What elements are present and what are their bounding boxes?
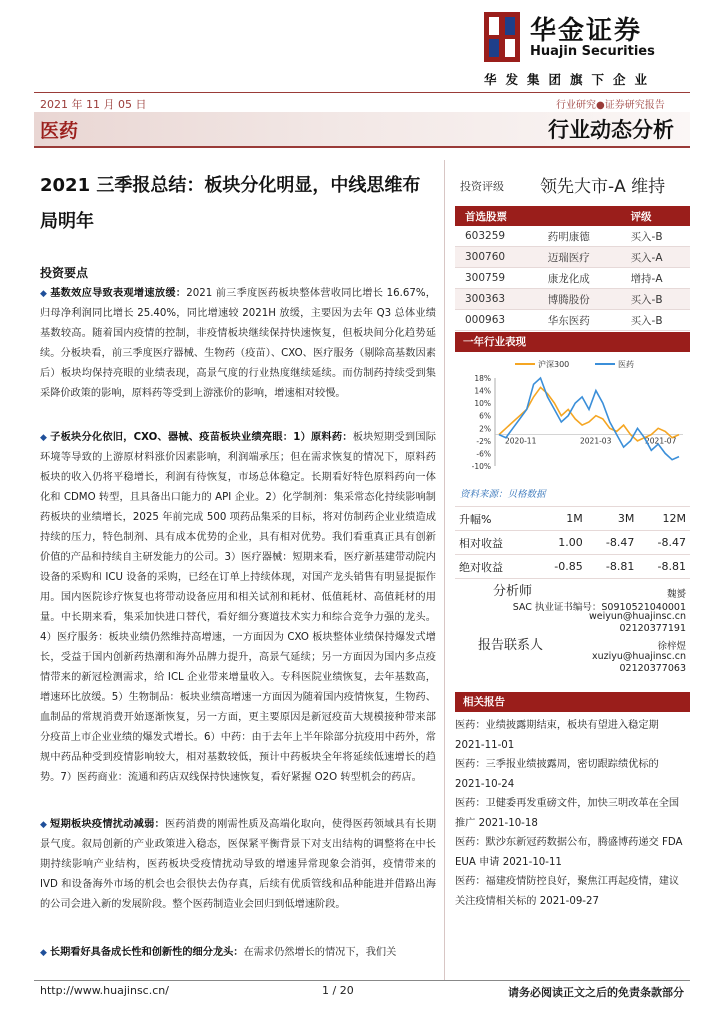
chart-source: 资料来源：贝格数据 (460, 489, 546, 500)
stock-code: 300760 (455, 247, 538, 268)
report-category: 行业研究●证券研究报告 (556, 100, 665, 111)
sector-label: 医药 (40, 120, 79, 142)
legend-label: 医药 (618, 360, 634, 369)
bullet-1-body: 2021 前三季度医药板块整体营收同比增长 16.67%，归母净利润同比增长 25.40%，同比增速较 2021H 放缓，主要因为去年 Q3 总体业绩基数较高。随着国内疫情的控制，非疫情板块继续保持快速恢复，但板块间分化趋势延续。分板块看，前三季度医疗器械、生物药（疫苗）、CXO、医疗服务（剔除高基数因素后）板块均保持亮眼的业绩表现，高景气度的行业热度继续延续。而仿制药持续受到集采降价政策的影响，原料药等受到上游涨价的影响，增速相对较慢。 (40, 288, 436, 399)
x-tick-label: 2021-03 (580, 436, 612, 446)
column-divider (444, 160, 445, 980)
stock-name: 迈瑞医疗 (538, 247, 621, 268)
table-cell: 绝对收益 (455, 555, 535, 579)
y-tick-label: 10% (474, 399, 491, 409)
stock-name: 康龙化成 (538, 268, 621, 289)
table-row (455, 247, 690, 268)
table-cell: -0.85 (535, 555, 587, 579)
table-row (455, 531, 690, 555)
diamond-icon: ◆ (40, 820, 48, 830)
stock-name: 华东医药 (538, 310, 621, 331)
table-row (455, 226, 690, 247)
table-cell: -8.81 (638, 555, 690, 579)
table-cell: -8.47 (638, 531, 690, 555)
table-row (455, 310, 690, 331)
legend-label: 沪深300 (538, 360, 570, 369)
contact-phone: 02120377063 (619, 663, 686, 674)
series-line-1 (499, 387, 679, 441)
stock-rating: 买入-A (621, 247, 690, 268)
report-type: 行业动态分析 (548, 118, 674, 142)
stock-rating: 买入-B (621, 310, 690, 331)
related-heading: 相关报告 (455, 692, 690, 712)
footer-url[interactable]: http://www.huajinsc.cn/ (40, 984, 169, 997)
table-row (455, 289, 690, 310)
diamond-icon: ◆ (40, 948, 47, 958)
band-divider (34, 146, 690, 148)
bullet-3-head: 短期板块疫情扰动减弱： (50, 819, 165, 830)
y-tick-label: 6% (479, 411, 491, 421)
stock-name: 博腾股份 (538, 289, 621, 310)
analyst-email: weiyun@huajinsc.cn (588, 611, 686, 622)
diamond-icon: ◆ (40, 289, 48, 299)
bullet-3 (40, 815, 436, 915)
stock-rating: 买入-B (621, 289, 690, 310)
table-header: 首选股票 (455, 206, 538, 226)
table-row (455, 268, 690, 289)
bullet-3-body: 医药消费的刚需性质及高端化取向，使得医药领域具有长期景气度。叙局创新的产业政策进入稳态，医保紧平衡背景下对支出结构的调整将在中长期持续影响产业结构，医药板块受疫情扰动导致的增速异常现象会消弭，疫情带来的 IVD 和设备海外市场的机会也会很快去伪存真，后续有优质管线和品种能进并借路出海的公司会进入新的发展阶段。整个医药制造业会回归到低增速阶段。 (40, 819, 437, 910)
related-report-item[interactable]: 医药：业绩披露期结束，板块有望进入稳定期 2021-11-01 (455, 720, 659, 751)
stock-code: 603259 (455, 226, 538, 247)
analyst-sac: SAC 执业证书编号：S0910521040001 (512, 602, 686, 613)
related-reports (455, 716, 687, 911)
analyst-role: 分析师 (493, 584, 533, 599)
bullet-2 (40, 428, 436, 788)
y-tick-label: -10% (471, 462, 491, 471)
table-header: 12M (638, 507, 690, 531)
bullet-4 (40, 943, 436, 963)
brand-name-en: Huajin Securities (530, 44, 655, 59)
brand-name-cn: 华金证券 (530, 16, 643, 46)
bullet-1 (40, 284, 436, 404)
table-header-row (455, 507, 690, 531)
page-number: 1 / 20 (322, 984, 354, 997)
bullet-4-head: 长期看好具备成长性和创新性的细分龙头： (49, 947, 244, 958)
stock-code: 000963 (455, 310, 538, 331)
table-header (538, 206, 621, 226)
table-header: 1M (535, 507, 587, 531)
contact-email: xuziyu@huajinsc.cn (591, 651, 686, 662)
stock-code: 300759 (455, 268, 538, 289)
bullet-1-head: 基数效应导致表观增速放缓： (50, 288, 187, 299)
y-tick-label: -2% (476, 436, 491, 446)
table-header-row (455, 206, 690, 226)
brand-slogan: 华发集团旗下企业 (484, 72, 657, 87)
bullet-2-body: 板块短期受到国际环境等导致的上游原材料涨价因素影响，利润端承压；但在需求恢复的情况下，原料药板块的收入仍将平稳增长，利润有待恢复，市场总体稳定。长期看好特色原料药向一体化和 CDMO 转型，且具备出口能力的 API 企业。2）化学制剂：集采常态化持续影响制药板块的业绩增长，2025 年前完成 500 项药品集采的目标，将对仿制药企业业绩造成持续的压力，特色制剂、具有成本优势的企业，具有相对优势。我们看重真正具有创新价值的产品和持续自主研发能力的公司。3）医疗器械：短期来看，医疗新基建带动院内设备的采购和 ICU 设备的采购，已经在订单上持续体现，对国产龙头销售有明显提振作用。国内医院诊疗恢复也将带动设备应用和相关试剂和耗材、低值耗材、高值耗材的用量。中长期来看，集采加快进口替代，看好细分赛道技术实力和综合竞争力强的龙头。4）医疗服务：板块业绩仍然维持高增速，一方面因为 CXO 板块整体业绩保持爆发式增长，受益于国内创新药热潮和海外品牌力提升，高景气延续；另一方面因为国内多点疫情带来的新冠检测需求，给 ICL 企业带来增量收入。专科医院业绩恢复，去年基数高，增速环比放缓。5）生物制品：板块业绩高增速一方面因为随着国内疫情恢复，生物药、血制品的常规消费开始逐渐恢复，另一方面，更主要原因是新冠疫苗大规模接种带来部分疫苗上市企业业绩的爆发式增长。6）中药：由于去年上半年除部分抗疫用中药外，常规中药品种受到疫情影响较大，相对基数较低，预计中药板块全年将延续低速增长的趋势。7）医药商业：流通和药店双线保持快速恢复，看好紧握 O2O 转型机会的药店。 (40, 432, 436, 783)
y-tick-label: 14% (474, 386, 491, 396)
y-tick-label: 18% (474, 374, 491, 383)
table-header: 3M (587, 507, 639, 531)
x-tick-label: 2020-11 (505, 436, 537, 446)
rating-label: 投资评级 (460, 180, 504, 193)
related-report-item[interactable]: 医药：卫健委再发重磅文件，加快三明改革在全国推广 2021-10-18 (455, 798, 680, 829)
table-cell: -8.47 (587, 531, 639, 555)
disclaimer-note: 请务必阅读正文之后的免责条款部分 (508, 986, 684, 999)
table-header: 升幅% (455, 507, 535, 531)
bullet-2-head: 子板块分化依旧，CXO、器械、疫苗板块业绩亮眼：1）原料药： (50, 432, 353, 443)
stock-rating: 增持-A (621, 268, 690, 289)
brand-logo-icon (484, 12, 520, 62)
table-row (455, 555, 690, 579)
x-tick-label: 2021-07 (645, 436, 677, 446)
rating-value: 领先大市-A 维持 (540, 177, 666, 197)
related-report-item[interactable]: 医药：默沙东新冠药数据公布，腾盛博药递交 FDA EUA 申请 2021-10-11 (455, 837, 683, 868)
related-report-item[interactable]: 医药：三季报业绩披露周，密切跟踪绩优标的 2021-10-24 (455, 759, 659, 790)
header-divider (34, 92, 690, 93)
stock-name: 药明康德 (538, 226, 621, 247)
performance-chart (455, 356, 690, 480)
report-date: 2021 年 11 月 05 日 (40, 98, 147, 111)
table-header: 评级 (621, 206, 690, 226)
y-tick-label: 2% (479, 424, 491, 434)
report-title: 2021 三季报总结：板块分化明显，中线思维布局明年 (40, 175, 421, 232)
performance-heading: 一年行业表现 (455, 332, 690, 352)
footer-divider (34, 980, 690, 981)
section-heading: 投资要点 (40, 266, 89, 280)
series-line-2 (499, 378, 679, 460)
stock-rating: 买入-B (621, 226, 690, 247)
table-cell: 1.00 (535, 531, 587, 555)
performance-table (455, 506, 690, 579)
bullet-4-body: 在需求仍然增长的情况下，我们关 (243, 947, 397, 958)
related-report-item[interactable]: 医药：福建疫情防控良好，聚焦江再起疫情，建议关注疫情相关标的 2021-09-27 (455, 876, 680, 907)
contact-name: 徐梓煜 (657, 641, 686, 652)
table-cell: -8.81 (587, 555, 639, 579)
y-tick-label: -6% (476, 449, 491, 459)
contact-role: 报告联系人 (478, 638, 544, 653)
diamond-icon: ◆ (40, 433, 48, 443)
stock-code: 300363 (455, 289, 538, 310)
stock-picks-table (455, 206, 690, 331)
table-cell: 相对收益 (455, 531, 535, 555)
analyst-name: 魏赟 (666, 589, 686, 600)
analyst-phone: 02120377191 (619, 623, 686, 634)
